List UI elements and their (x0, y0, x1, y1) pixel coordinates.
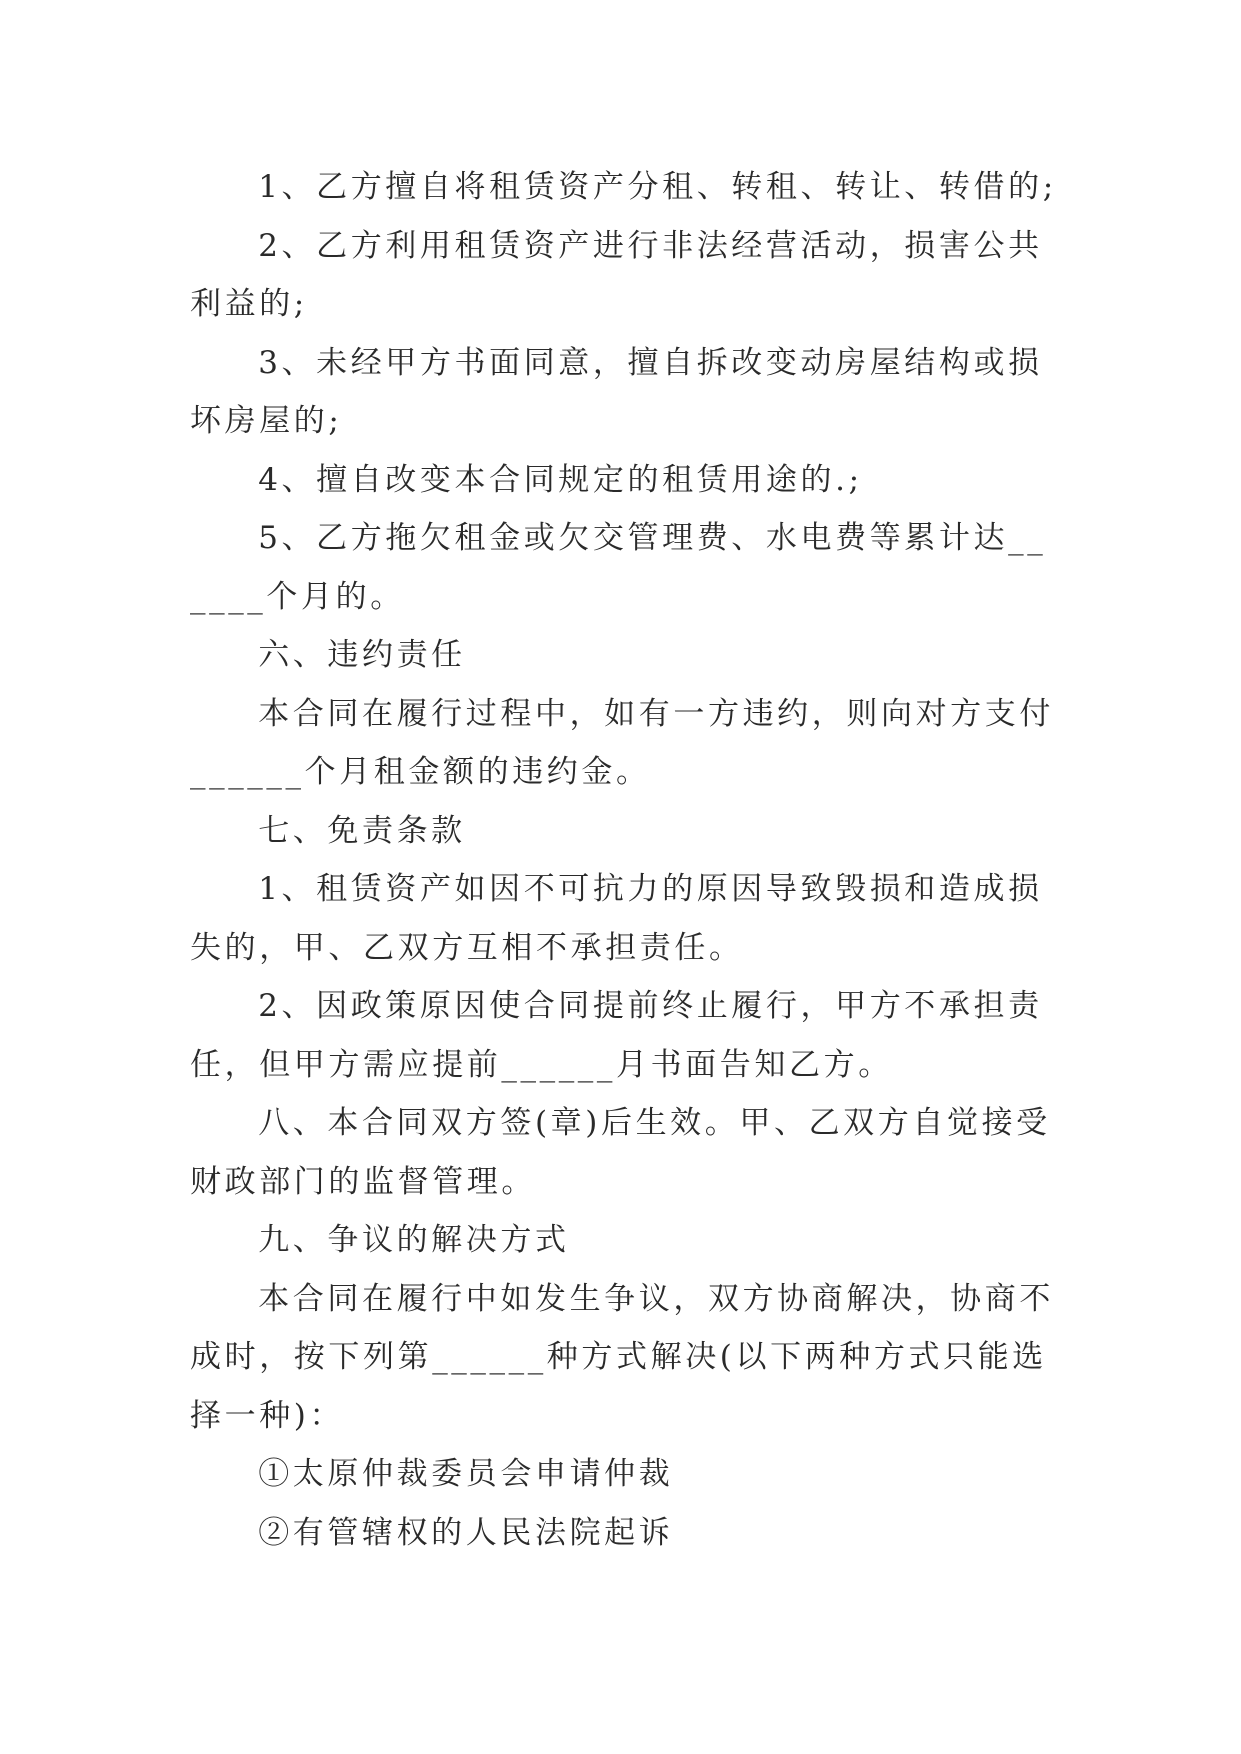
document-body (190, 158, 1058, 1562)
clause-item-3: 3、未经甲方书面同意，擅自拆改变动房屋结构或损坏房屋的; (190, 344, 1043, 439)
breach-liability-text: 本合同在履行过程中，如有一方违约，则向对方支付______个月租金额的违约金。 (190, 695, 1054, 790)
section-heading-exemption: 七、免责条款 (258, 812, 466, 849)
exemption-item-1: 1、租赁资产如因不可抗力的原因导致毁损和造成损失的，甲、乙双方互相不承担责任。 (190, 871, 1043, 966)
section-effectiveness: 八、本合同双方签(章)后生效。甲、乙双方自觉接受财政部门的监督管理。 (190, 1105, 1051, 1200)
clause-item-2: 2、乙方利用租赁资产进行非法经营活动，损害公共利益的; (190, 227, 1043, 322)
section-heading-breach: 六、违约责任 (258, 637, 466, 673)
exemption-item-2: 2、因政策原因使合同提前终止履行，甲方不承担责任，但甲方需应提前______月书面告知乙方。 (190, 988, 1043, 1083)
clause-item-1: 1、乙方擅自将租赁资产分租、转租、转让、转借的; (258, 169, 1057, 205)
section-heading-dispute: 九、争议的解决方式 (258, 1222, 570, 1258)
dispute-option-arbitration: ①太原仲裁委员会申请仲裁 (258, 1456, 674, 1492)
dispute-option-court: ②有管辖权的人民法院起诉 (258, 1514, 674, 1551)
clause-item-4: 4、擅自改变本合同规定的租赁用途的.; (258, 461, 863, 498)
dispute-resolution-text: 本合同在履行中如发生争议，双方协商解决，协商不成时，按下列第______种方式解决(以下两种方式只能选择一种)： (190, 1280, 1054, 1434)
clause-item-5: 5、乙方拖欠租金或欠交管理费、水电费等累计达______个月的。 (190, 520, 1047, 615)
